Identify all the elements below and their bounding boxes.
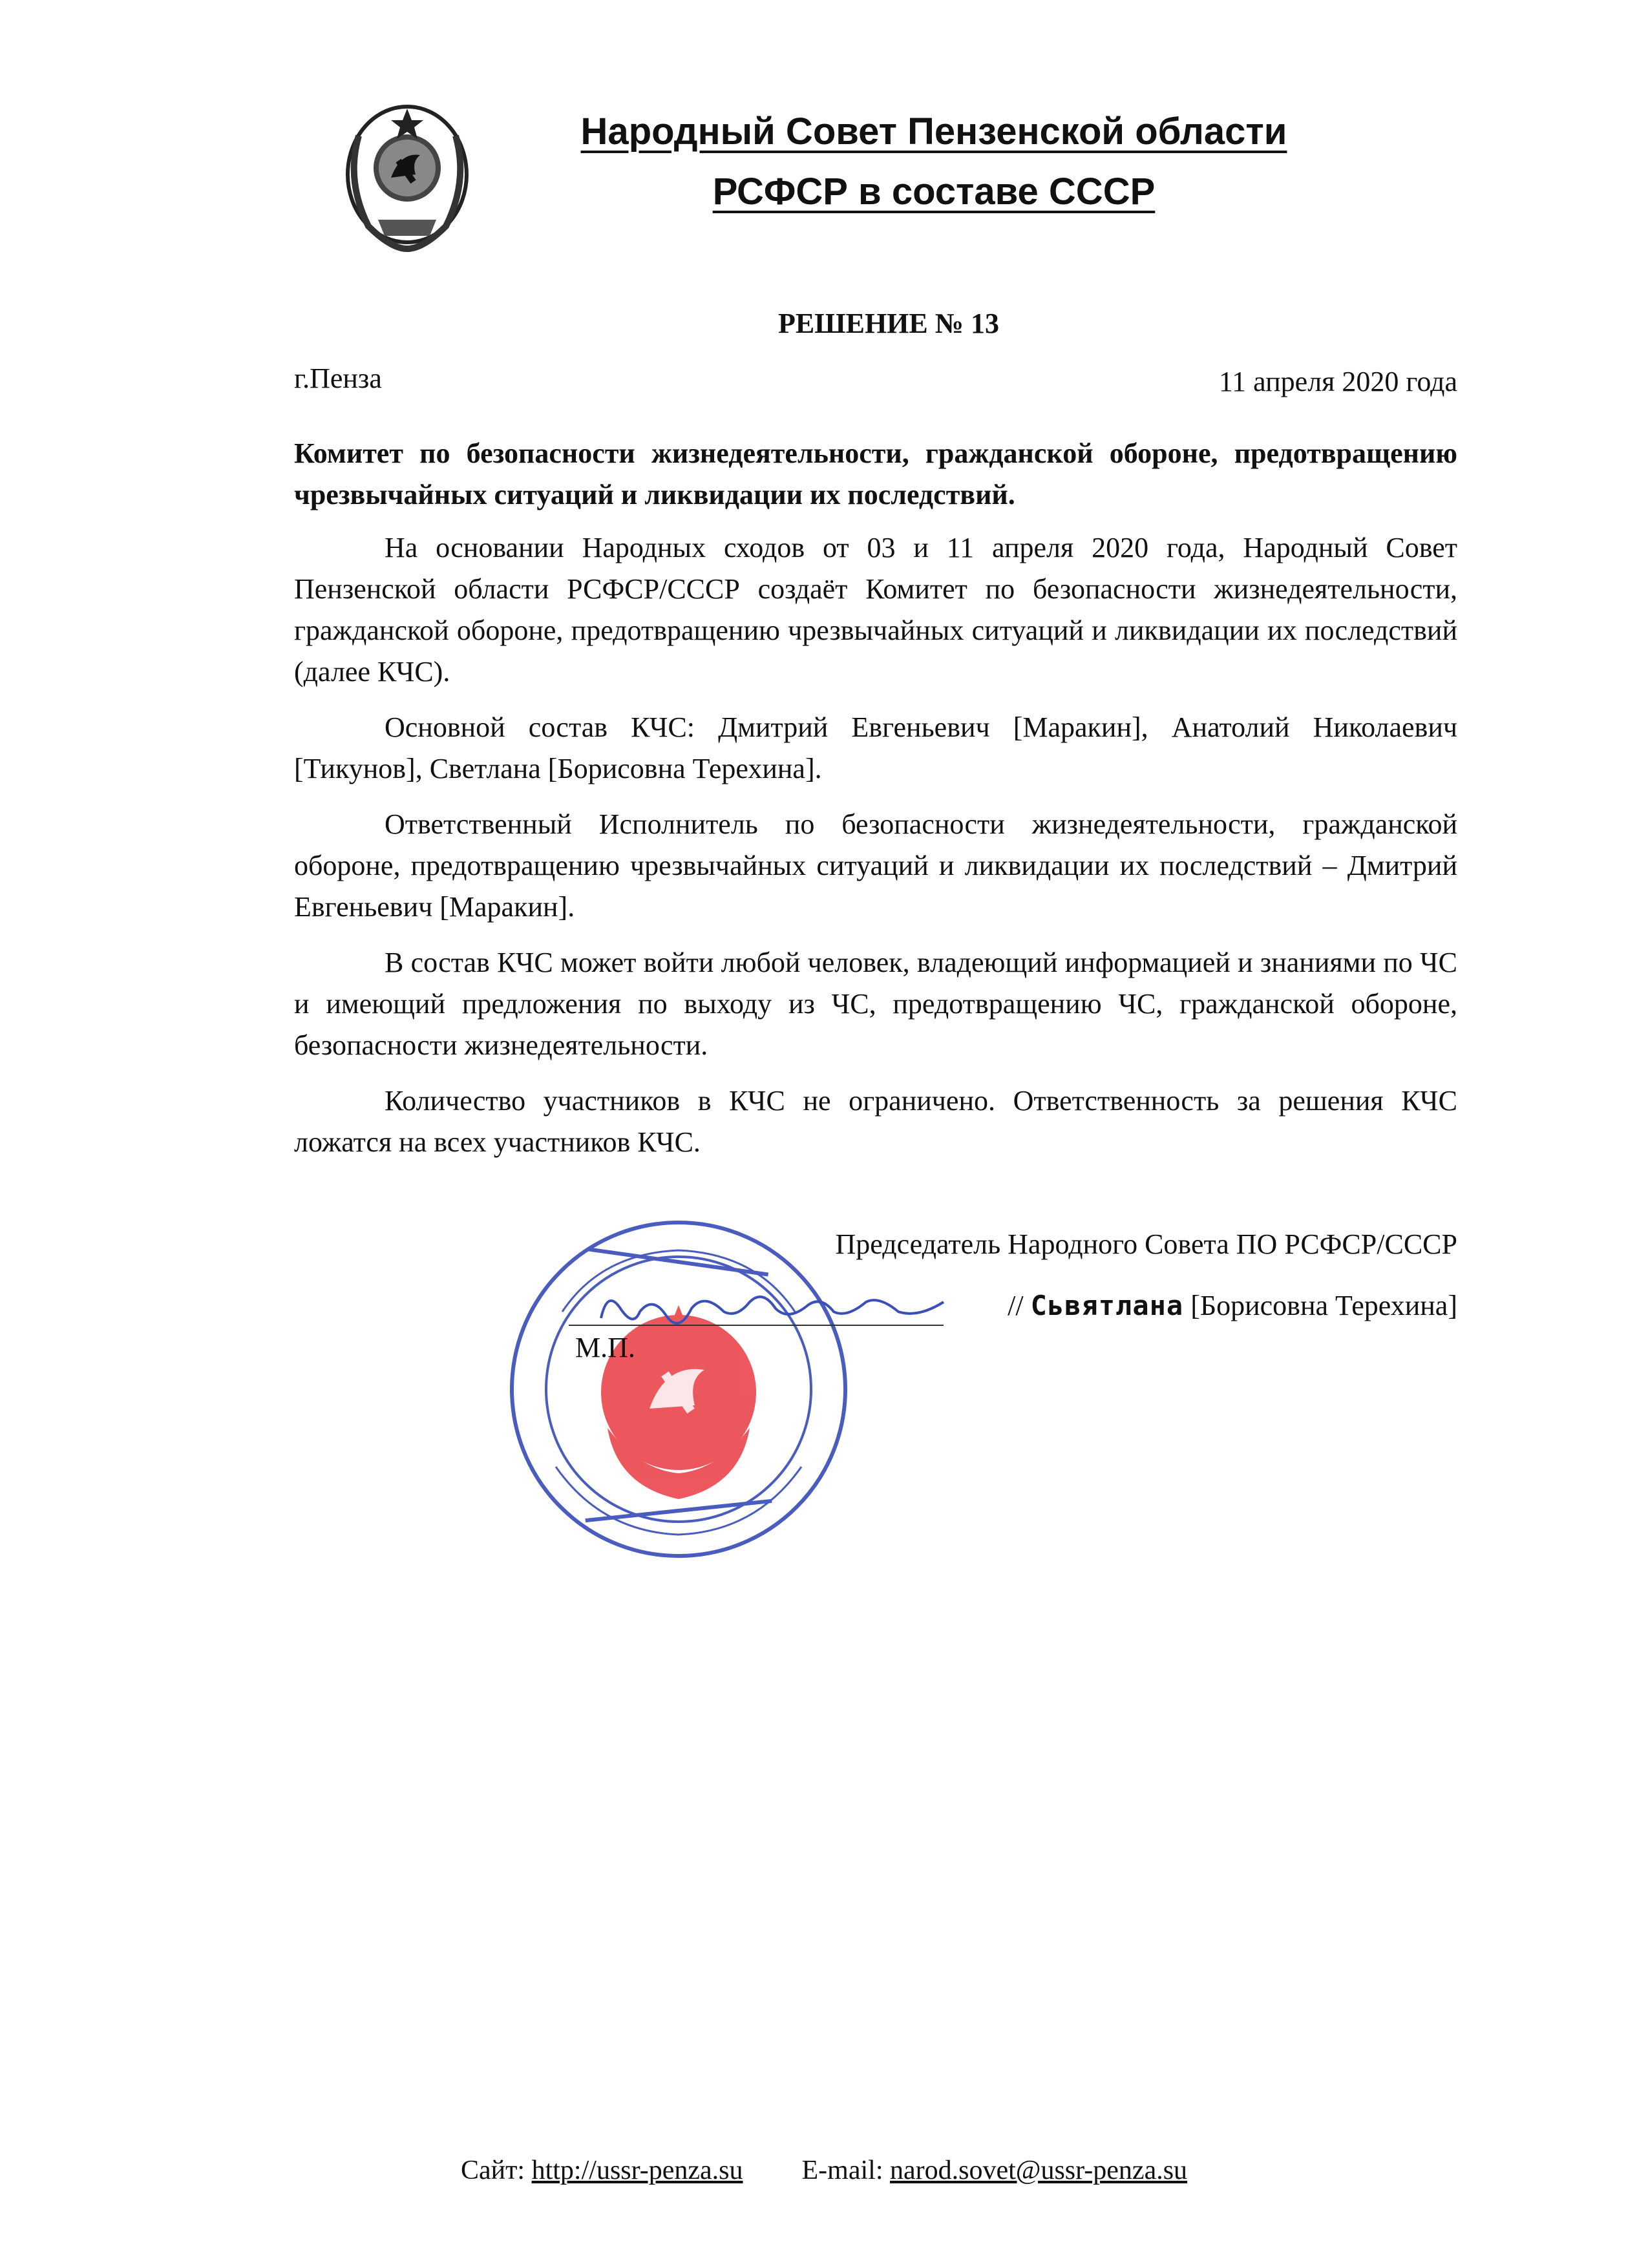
signer-name [1008, 1289, 1457, 1322]
stamp-place-label: М.П. [575, 1332, 635, 1363]
coat-of-arms-emblem [339, 97, 475, 258]
official-seal-stamp [504, 1215, 853, 1564]
decision-body [294, 433, 1457, 1177]
decision-date: 11 апреля 2020 года [1218, 366, 1457, 397]
paragraph: В состав КЧС может войти любой человек, владеющий информацией и знаниями по ЧС и имеющий предложения по выходу из ЧС, предотвращению ЧС, гражданской обороне, безопасности жизнедеятельности. [294, 947, 1457, 1061]
signer-prefix: // [1008, 1290, 1024, 1321]
signer-first-name: Сьвятлана [1030, 1290, 1184, 1321]
paragraph: Ответственный Исполнитель по безопасности жизнедеятельности, гражданской обороне, предотвращению чрезвычайных ситуаций и ликвидации их последствий – Дмитрий Евгеньевич [Маракин]. [294, 808, 1457, 923]
site-label: Сайт: [460, 2156, 525, 2185]
decision-subject: Комитет по безопасности жизнедеятельности, гражданской обороне, предотвращению чрезвычайных ситуаций и ликвидации их последствий. [294, 437, 1457, 510]
handwritten-signature [595, 1283, 956, 1331]
email-link[interactable]: narod.sovet@ussr-penza.su [890, 2156, 1188, 2185]
paragraph: Основной состав КЧС: Дмитрий Евгеньевич [Маракин], Анатолий Николаевич [Тикунов], Светлана [Борисовна Терехина]. [294, 711, 1457, 784]
site-link[interactable]: http://ussr-penza.su [531, 2156, 743, 2185]
decision-title: РЕШЕНИЕ № 13 [778, 308, 999, 339]
footer-contacts [0, 2155, 1648, 2186]
signature-line [569, 1325, 944, 1326]
email-label: E-mail: [801, 2156, 883, 2185]
organization-name: Народный Совет Пензенской области [580, 110, 1287, 152]
paragraph: Количество участников в КЧС не ограничено. Ответственность за решения КЧС ложатся на всех участников КЧС. [294, 1085, 1457, 1158]
chair-title: Председатель Народного Совета ПО РСФСР/СССР [835, 1228, 1457, 1260]
paragraph: На основании Народных сходов от 03 и 11 апреля 2020 года, Народный Совет Пензенской области РСФСР/СССР создаёт Комитет по безопасности жизнедеятельности, гражданской обороне, предотвращению чрезвычайных ситуаций и ликвидации их последствий (далее КЧС). [294, 532, 1457, 688]
organization-subtitle: РСФСР в составе СССР [712, 171, 1156, 213]
decision-place: г.Пенза [294, 362, 382, 394]
signer-name-rest: [Борисовна Терехина] [1190, 1290, 1457, 1321]
